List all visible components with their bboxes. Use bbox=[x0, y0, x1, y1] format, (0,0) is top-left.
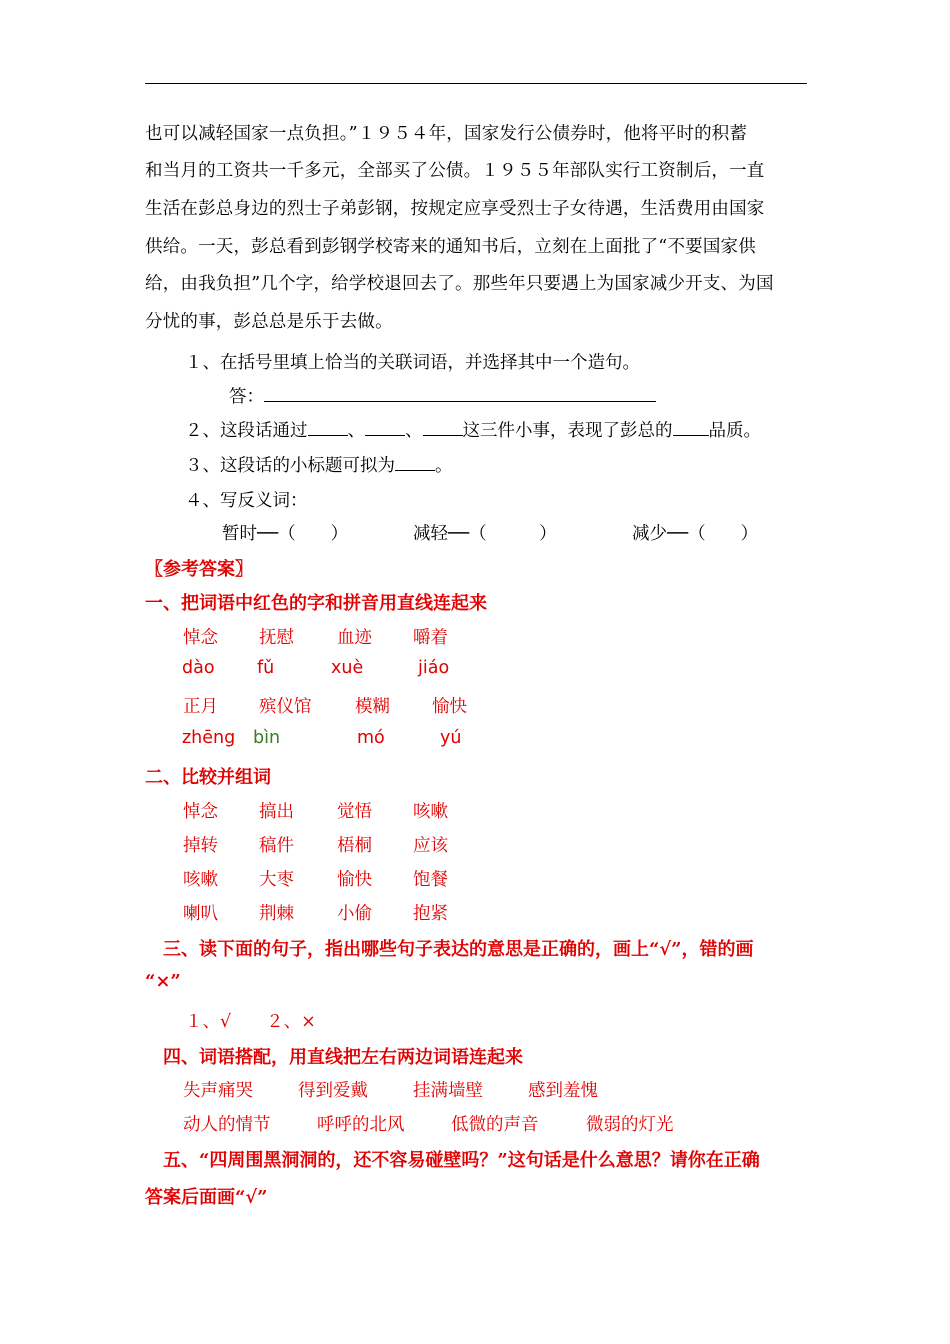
phrase: 感到羞愧 bbox=[528, 1081, 598, 1101]
section-3-answers: １、√ ２、× bbox=[185, 1012, 316, 1032]
q2-text: 、 bbox=[405, 421, 423, 441]
question-4: ４、写反义词： bbox=[185, 491, 308, 511]
word: 愉快 bbox=[337, 870, 372, 890]
word: 觉悟 bbox=[337, 802, 372, 822]
passage-line: 也可以减轻国家一点负担。”１９５４年，国家发行公债券时，他将平时的积蓄 bbox=[145, 124, 748, 144]
q2-text: ２、这段话通过 bbox=[185, 421, 308, 441]
word: 梧桐 bbox=[337, 836, 372, 856]
antonym-1: 暂时──（ ） bbox=[222, 524, 349, 544]
word: 应该 bbox=[413, 836, 448, 856]
blank bbox=[673, 421, 709, 436]
question-1-answer bbox=[229, 383, 656, 408]
phrase: 得到爱戴 bbox=[298, 1081, 368, 1101]
phrase: 低微的声音 bbox=[451, 1115, 539, 1135]
passage-line: 分忧的事，彭总总是乐于去做。 bbox=[145, 312, 393, 332]
section-2-heading: 二、比较并组词 bbox=[145, 767, 271, 788]
passage-line: 供给。一天，彭总看到彭钢学校寄来的通知书后，立刻在上面批了“不要国家供 bbox=[145, 237, 756, 257]
word: 搞出 bbox=[259, 802, 294, 822]
pinyin: yú bbox=[440, 728, 462, 748]
word: 大枣 bbox=[259, 870, 294, 890]
header-rule bbox=[145, 83, 807, 84]
word: 饱餐 bbox=[413, 870, 448, 890]
word: 小偷 bbox=[337, 904, 372, 924]
word: 荆棘 bbox=[259, 904, 294, 924]
section-3-heading-cont: “×” bbox=[145, 971, 181, 992]
word: 喇叭 bbox=[183, 904, 218, 924]
answer-label: 答： bbox=[229, 387, 264, 407]
blank bbox=[395, 456, 435, 471]
pinyin: bìn bbox=[253, 728, 281, 748]
blank bbox=[365, 421, 405, 436]
pinyin: zhēng bbox=[182, 728, 236, 748]
q2-text: 品质。 bbox=[708, 421, 761, 441]
section-1-heading: 一、把词语中红色的字和拼音用直线连起来 bbox=[145, 593, 487, 614]
word: 稿件 bbox=[259, 836, 294, 856]
passage-line: 和当月的工资共一千多元，全部买了公债。１９５５年部队实行工资制后，一直 bbox=[145, 161, 765, 181]
phrase: 呼呼的北风 bbox=[317, 1115, 405, 1135]
phrase: 失声痛哭 bbox=[183, 1081, 253, 1101]
q3-text: 。 bbox=[435, 456, 453, 476]
answer-blank bbox=[264, 387, 656, 402]
section-4-heading: 四、词语搭配，用直线把左右两边词语连起来 bbox=[163, 1047, 523, 1068]
antonym-2: 减轻──（ ） bbox=[413, 524, 557, 544]
question-3 bbox=[185, 452, 453, 477]
phrase: 挂满墙壁 bbox=[413, 1081, 483, 1101]
antonym-3: 减少──（ ） bbox=[632, 524, 759, 544]
question-2 bbox=[185, 417, 761, 442]
pinyin: xuè bbox=[331, 658, 364, 678]
blank bbox=[423, 421, 463, 436]
phrase: 动人的情节 bbox=[183, 1115, 271, 1135]
pinyin: mó bbox=[357, 728, 385, 748]
word: 模糊 bbox=[355, 697, 390, 717]
word: 血迹 bbox=[337, 628, 372, 648]
pinyin: fǔ bbox=[257, 658, 275, 678]
pinyin: dào bbox=[182, 658, 215, 678]
word: 殡仪馆 bbox=[259, 697, 312, 717]
word: 悼念 bbox=[183, 628, 218, 648]
section-5-heading: 五、“四周围黑洞洞的，还不容易碰壁吗？”这句话是什么意思？请你在正确 bbox=[163, 1150, 760, 1171]
passage-line: 给，由我负担”几个字，给学校退回去了。那些年只要遇上为国家减少开支、为国 bbox=[145, 274, 774, 294]
answer-key-title: 〖参考答案〗 bbox=[145, 559, 253, 580]
word: 抱紧 bbox=[413, 904, 448, 924]
word: 悼念 bbox=[183, 802, 218, 822]
q2-text: 、 bbox=[347, 421, 365, 441]
word: 抚慰 bbox=[259, 628, 294, 648]
passage-line: 生活在彭总身边的烈士子弟彭钢，按规定应享受烈士子女待遇，生活费用由国家 bbox=[145, 199, 765, 219]
word: 嚼着 bbox=[413, 628, 448, 648]
section-3-heading: 三、读下面的句子，指出哪些句子表达的意思是正确的，画上“√”，错的画 bbox=[163, 939, 754, 960]
blank bbox=[308, 421, 348, 436]
word: 正月 bbox=[183, 697, 218, 717]
word: 掉转 bbox=[183, 836, 218, 856]
section-5-heading-cont: 答案后面画“√” bbox=[145, 1187, 268, 1208]
q3-text: ３、这段话的小标题可拟为 bbox=[185, 456, 395, 476]
word: 咳嗽 bbox=[413, 802, 448, 822]
q2-text: 这三件小事，表现了彭总的 bbox=[462, 421, 673, 441]
question-1: １、在括号里填上恰当的关联词语，并选择其中一个造句。 bbox=[185, 353, 640, 373]
word: 愉快 bbox=[432, 697, 467, 717]
word: 咳嗽 bbox=[183, 870, 218, 890]
phrase: 微弱的灯光 bbox=[586, 1115, 674, 1135]
pinyin: jiáo bbox=[418, 658, 450, 678]
